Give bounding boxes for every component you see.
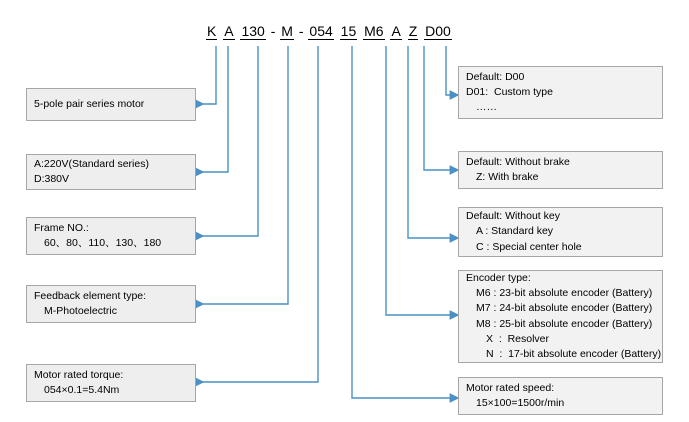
box-line: M7 : 24-bit absolute encoder (Battery)	[476, 302, 653, 315]
code-segment: M	[281, 22, 293, 39]
box-line: M-Photoelectric	[44, 305, 117, 317]
box-line: 60、80、110、130、180	[44, 237, 162, 249]
box-line: C : Special center hole	[476, 240, 582, 253]
box-line: N : 17-bit absolute encoder (Battery)	[486, 347, 662, 360]
box-line: Encoder type:	[466, 271, 531, 284]
box-line: 5-pole pair series motor	[34, 97, 145, 110]
box-line: Feedback element type:	[34, 289, 147, 302]
code-segment: -	[266, 23, 280, 39]
box-feedback-element-type	[26, 285, 196, 323]
box-line: M6 : 23-bit absolute encoder (Battery)	[476, 287, 653, 300]
box-line: D01: Custom type	[466, 85, 553, 98]
model-code	[206, 18, 466, 44]
code-segment: Z	[408, 22, 418, 39]
box-voltage	[26, 154, 196, 190]
box-line: Default: Without brake	[466, 155, 570, 168]
box-line: Default: D00	[466, 70, 525, 83]
box-frame-no	[26, 217, 196, 255]
code-segment: K	[207, 22, 217, 39]
box-line: X : Resolver	[486, 332, 550, 345]
box-line: A:220V(Standard series)	[34, 157, 149, 170]
box-line: 15×100=1500r/min	[476, 397, 565, 409]
box-line: Z: With brake	[476, 171, 539, 183]
box-motor-rated-torque	[26, 364, 196, 402]
box-line: Default: Without key	[466, 210, 560, 223]
box-line: 054×0.1=5.4Nm	[44, 384, 120, 396]
box-line: ……	[476, 101, 497, 114]
box-series-motor	[26, 88, 196, 121]
box-default-type	[458, 66, 663, 119]
code-segment: M6	[364, 22, 384, 39]
code-segment: 054	[309, 22, 333, 39]
code-segment: -	[294, 23, 308, 39]
code-segment: 130	[241, 22, 265, 39]
box-line: Motor rated torque:	[34, 368, 124, 381]
code-segment: 15	[340, 22, 357, 39]
code-segment: A	[391, 22, 401, 39]
code-segment: D00	[425, 22, 451, 39]
box-line: D:380V	[34, 173, 70, 185]
box-encoder-type	[458, 270, 663, 363]
box-motor-rated-speed	[458, 377, 663, 415]
box-line: M8 : 25-bit absolute encoder (Battery)	[476, 317, 653, 330]
box-brake-option	[458, 151, 663, 189]
box-line: A : Standard key	[476, 225, 554, 238]
box-line: Frame NO.:	[34, 221, 89, 234]
box-line: Motor rated speed:	[466, 381, 555, 394]
box-key-option	[458, 207, 663, 257]
code-segment: A	[224, 22, 234, 39]
